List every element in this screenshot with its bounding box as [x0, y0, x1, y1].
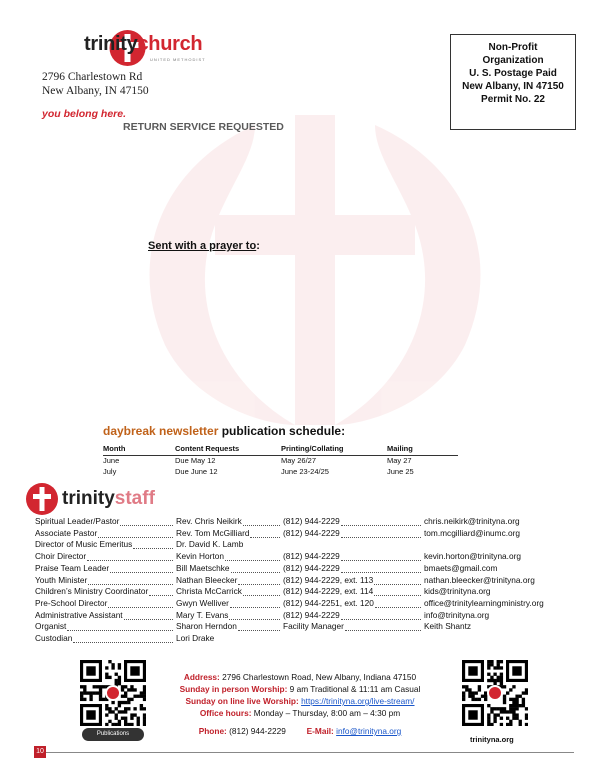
schedule-title-brand: daybreak newsletter [103, 424, 219, 438]
dotted-leader [73, 642, 173, 643]
staff-row [35, 586, 595, 598]
staff-name: Lori Drake [176, 633, 215, 643]
staff-title [62, 488, 155, 510]
dotted-leader [238, 630, 280, 631]
page-number: 10 [34, 746, 46, 758]
dotted-leader [230, 607, 280, 608]
website-label: trinityna.org [470, 735, 514, 744]
staff-name: Christa McCarrick [176, 586, 242, 597]
schedule-header: Printing/Collating [281, 444, 344, 453]
footer-contact [150, 726, 450, 736]
staff-role: Organist [35, 621, 67, 632]
address-line-2: New Albany, IN 47150 [42, 85, 149, 97]
dotted-leader [98, 537, 173, 538]
dotted-leader [341, 525, 421, 526]
staff-phone: (812) 944-2229, ext. 113 [283, 574, 374, 585]
staff-role: Children’s Ministry Coordinator [35, 586, 149, 597]
schedule-header: Month [103, 444, 126, 453]
staff-email: Keith Shantz [424, 621, 472, 632]
schedule-cell: May 26/27 [281, 456, 317, 465]
dotted-leader [243, 595, 280, 596]
schedule-table [103, 444, 463, 480]
postage-line: New Albany, IN 47150 [462, 81, 564, 92]
staff-row [35, 528, 595, 540]
staff-phone: (812) 944-2229 [283, 609, 340, 620]
dotted-leader [124, 619, 173, 620]
tagline: you belong here. [42, 108, 127, 120]
schedule-title [103, 424, 345, 438]
staff-row [35, 610, 595, 622]
schedule-cell: June [103, 456, 120, 465]
dotted-leader [250, 537, 280, 538]
staff-email: tom.mcgilliard@inumc.org [424, 527, 521, 538]
dotted-leader [374, 584, 421, 585]
postage-line: Organization [482, 55, 544, 66]
staff-name: Sharon Herndon [176, 621, 237, 632]
prayer-label-text: Sent with a prayer to [148, 240, 257, 252]
staff-row [35, 551, 595, 563]
staff-row [35, 563, 595, 575]
footer-address [150, 672, 450, 682]
watermark-cross-flame-icon [105, 105, 525, 435]
dotted-leader [67, 630, 173, 631]
staff-row [35, 621, 595, 633]
staff-title-trinity: trinity [62, 488, 115, 509]
staff-email: kids@trinityna.org [424, 586, 491, 597]
staff-title-staff: staff [114, 488, 155, 509]
dotted-leader [243, 525, 280, 526]
footer-divider [46, 752, 574, 753]
logo-wordmark [84, 33, 202, 56]
schedule-header: Content Requests [175, 444, 240, 453]
logo-subtitle: UNITED METHODIST [150, 57, 206, 62]
footer-address-label: Address: [183, 672, 220, 682]
staff-phone: (812) 944-2229 [283, 551, 340, 562]
livestream-link[interactable]: https://trinityna.org/live-stream/ [301, 696, 415, 706]
staff-row [35, 575, 595, 587]
publications-badge[interactable]: Publications [82, 728, 144, 741]
dotted-leader [88, 584, 173, 585]
staff-row [35, 539, 595, 551]
prayer-label [148, 240, 260, 252]
staff-role: Administrative Assistant [35, 609, 123, 620]
staff-name: Mary T. Evans [176, 609, 229, 620]
prayer-colon: : [256, 240, 260, 252]
footer-worship [150, 684, 450, 694]
staff-email: office@trinitylearningministry.org [424, 597, 544, 608]
dotted-leader [149, 595, 173, 596]
staff-email: bmaets@gmail.com [424, 562, 498, 573]
footer-worship-label: Sunday in person Worship: [179, 684, 288, 694]
dotted-leader [231, 572, 280, 573]
dotted-leader [374, 595, 421, 596]
dotted-leader [341, 572, 421, 573]
schedule-cell: Due May 12 [175, 456, 216, 465]
footer-email-label: E-Mail: [306, 726, 334, 736]
address-line-1: 2796 Charlestown Rd [42, 71, 143, 83]
staff-phone: (812) 944-2229 [283, 562, 340, 573]
logo-text-trinity: trinity [84, 33, 138, 55]
staff-role: Choir Director [35, 551, 87, 562]
staff-role: Pre-School Director [35, 597, 108, 608]
schedule-title-rest: publication schedule: [218, 424, 346, 438]
staff-phone: (812) 944-2229, ext. 114 [283, 586, 374, 597]
footer-office-value: Monday – Thursday, 8:00 am – 4:30 pm [251, 708, 401, 718]
staff-email: nathan.bleecker@trinityna.org [424, 574, 535, 585]
qr-code-icon [462, 660, 528, 726]
return-service-text: RETURN SERVICE REQUESTED [123, 121, 284, 133]
footer-office-label: Office hours: [199, 708, 252, 718]
staff-phone: (812) 944-2229 [283, 516, 340, 526]
schedule-cell: June 23-24/25 [281, 467, 329, 476]
schedule-cell: Due June 12 [175, 467, 218, 476]
dotted-leader [120, 525, 173, 526]
footer-office [150, 708, 450, 718]
staff-role: Spiritual Leader/Pastor [35, 516, 120, 526]
footer-phone-value: (812) 944-2229 [226, 726, 286, 736]
dotted-leader [375, 607, 421, 608]
dotted-leader [345, 630, 421, 631]
staff-role: Director of Music Emeritus [35, 539, 133, 550]
staff-row [35, 633, 595, 645]
email-link[interactable]: info@trinityna.org [336, 726, 402, 736]
trinity-staff-logo-icon [24, 482, 60, 516]
staff-role: Praise Team Leader [35, 562, 110, 573]
staff-name: Gwyn Welliver [176, 597, 229, 608]
staff-role: Youth Minister [35, 574, 88, 585]
staff-phone: Facility Manager [283, 621, 344, 632]
staff-email: kevin.horton@trinityna.org [424, 551, 521, 562]
staff-role: Associate Pastor [35, 527, 98, 538]
dotted-leader [341, 619, 421, 620]
postage-line: Permit No. 22 [481, 94, 545, 105]
dotted-leader [87, 560, 173, 561]
dotted-leader [341, 537, 421, 538]
logo-text-church: church [137, 33, 203, 55]
schedule-cell: June 25 [387, 467, 414, 476]
postage-permit-box [450, 34, 576, 130]
staff-name: Nathan Bleecker [176, 574, 238, 585]
dotted-leader [341, 560, 421, 561]
staff-name: Rev. Tom McGilliard [176, 527, 250, 538]
footer-online-label: Sunday on line live Worship: [185, 696, 299, 706]
footer-worship-value: 9 am Traditional & 11:11 am Casual [287, 684, 421, 694]
schedule-cell: July [103, 467, 117, 476]
dotted-leader [110, 572, 173, 573]
staff-row [35, 516, 595, 528]
footer-phone-label: Phone: [198, 726, 227, 736]
footer-address-value: 2796 Charlestown Road, New Albany, Indiana 47150 [219, 672, 417, 682]
schedule-header: Mailing [387, 444, 413, 453]
staff-phone: (812) 944-2251, ext. 120 [283, 597, 374, 608]
dotted-leader [108, 607, 173, 608]
footer-online [150, 696, 450, 706]
qr-code-icon [80, 660, 146, 726]
staff-email: chris.neikirk@trinityna.org [424, 516, 520, 526]
staff-name: Rev. Chris Neikirk [176, 516, 242, 526]
staff-phone: (812) 944-2229 [283, 527, 340, 538]
dotted-leader [225, 560, 280, 561]
staff-name: Bill Maetschke [176, 562, 230, 573]
staff-role: Custodian [35, 633, 73, 643]
dotted-leader [229, 619, 280, 620]
staff-row [35, 598, 595, 610]
staff-name: Dr. David K. Lamb [176, 539, 244, 550]
schedule-cell: May 27 [387, 456, 412, 465]
postage-line: Non-Profit [488, 42, 538, 53]
dotted-leader [238, 584, 280, 585]
postage-line: U. S. Postage Paid [469, 68, 557, 79]
staff-email: info@trinityna.org [424, 609, 490, 620]
staff-name: Kevin Horton [176, 551, 224, 562]
dotted-leader [133, 548, 173, 549]
